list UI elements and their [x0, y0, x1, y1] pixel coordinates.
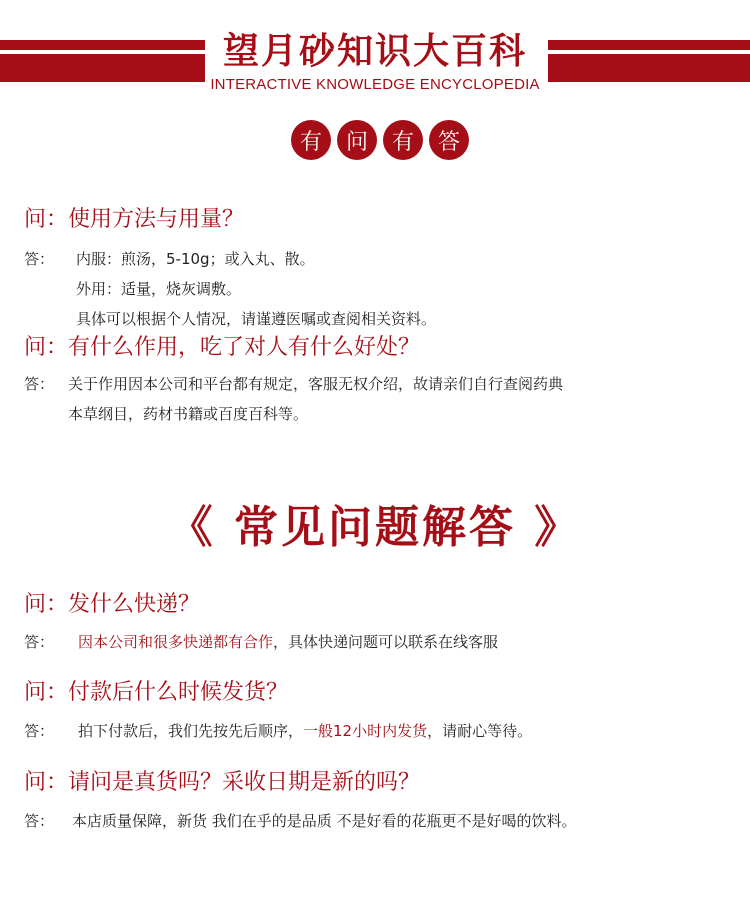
- badge-you-2: 有: [383, 120, 423, 160]
- badge-da: 答: [429, 120, 469, 160]
- answer-line: 内服：煎汤，5-10g；或入丸、散。: [76, 250, 315, 268]
- answer-highlight: 因本公司和很多快递都有合作: [78, 633, 274, 651]
- page-subtitle: INTERACTIVE KNOWLEDGE ENCYCLOPEDIA: [210, 76, 540, 93]
- question-authenticity: 问：请问是真货吗？采收日期是新的吗？: [24, 770, 421, 795]
- answer-line: 本草纲目，药材书籍或百度百科等。: [68, 405, 309, 423]
- qa-badge-group: [291, 120, 469, 160]
- answer-line: 外用：适量，烧灰调敷。: [76, 280, 242, 298]
- answer-line: 具体可以根据个人情况，请谨遵医嘱或查阅相关资料。: [76, 310, 437, 328]
- answer-highlight: 一般12小时内发货: [303, 722, 428, 740]
- answer-text: ，请耐心等待。: [427, 722, 533, 740]
- faq-heading: 《 常见问题解答 》: [168, 502, 582, 553]
- page-title: 望月砂知识大百科: [222, 31, 527, 72]
- answer-line: [78, 720, 532, 742]
- badge-wen: 问: [337, 120, 377, 160]
- answer-text: ，具体快递问题可以联系在线客服: [273, 633, 499, 651]
- answer-line: [78, 631, 498, 653]
- answer-label: 答：: [24, 633, 55, 651]
- answer-line: 关于作用因本公司和平台都有规定，客服无权介绍，故请亲们自行查阅药典: [68, 375, 564, 393]
- answer-label: 答：: [24, 812, 55, 830]
- badge-you: 有: [291, 120, 331, 160]
- answer-label: 答：: [24, 250, 55, 268]
- question-shipping-time: 问：付款后什么时候发货？: [24, 680, 289, 705]
- answer-label: 答：: [24, 722, 55, 740]
- question-effect: 问：有什么作用，吃了对人有什么好处？: [24, 335, 421, 360]
- answer-label: 答：: [24, 375, 55, 393]
- question-courier: 问：发什么快递？: [24, 592, 201, 617]
- question-usage: 问：使用方法与用量？: [24, 207, 245, 232]
- answer-text: 拍下付款后，我们先按先后顺序，: [78, 722, 304, 740]
- answer-line: 本店质量保障，新货 我们在乎的是品质 不是好看的花瓶更不是好喝的饮料。: [72, 812, 577, 830]
